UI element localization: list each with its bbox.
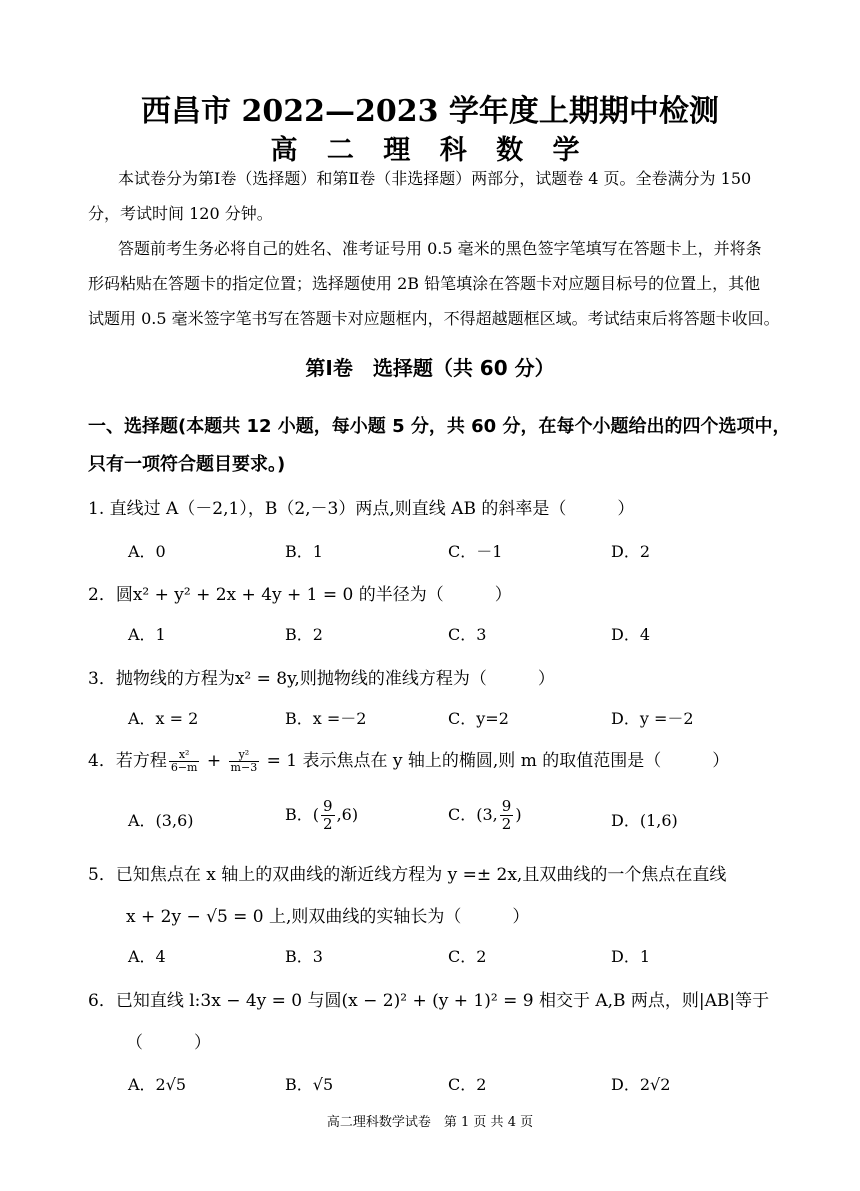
question-4-option-d: D．(1,6) bbox=[611, 811, 678, 830]
question-4-option-a: A．(3,6) bbox=[128, 811, 194, 830]
question-1-option-a: A．0 bbox=[128, 542, 166, 561]
question-4-option-c bbox=[448, 798, 522, 833]
question-6-stem-line-1: 6．已知直线 l:3x − 4y = 0 与圆(x − 2)² + (y + 1)² = 9 相交于 A,B 两点，则|AB|等于 bbox=[88, 991, 770, 1011]
question-6-option-b: B．√5 bbox=[285, 1075, 334, 1094]
question-5-option-d: D．1 bbox=[611, 947, 651, 966]
question-6-option-d: D．2√2 bbox=[611, 1075, 671, 1094]
fraction-numerator: 9 bbox=[501, 797, 512, 815]
question-6-option-c: C．2 bbox=[448, 1075, 487, 1094]
question-2-option-d: D．4 bbox=[611, 625, 651, 644]
question-4-stem bbox=[88, 746, 729, 774]
fraction-numerator: y² bbox=[229, 749, 260, 762]
section-title: 第Ⅰ卷 选择题（共 60 分） bbox=[305, 356, 555, 380]
question-4-fraction-y bbox=[229, 749, 260, 774]
fraction-numerator: 9 bbox=[323, 797, 333, 815]
question-3-option-b: B．x =－2 bbox=[285, 709, 367, 728]
question-3-option-a: A．x = 2 bbox=[128, 709, 199, 728]
question-5-option-b: B．3 bbox=[285, 947, 323, 966]
question-1-option-d: D．2 bbox=[611, 542, 651, 561]
exam-subtitle: 高 二 理 科 数 学 bbox=[270, 135, 590, 166]
question-5-stem-line-2: x + 2y − √5 = 0 上,则双曲线的实轴长为（ ） bbox=[126, 907, 530, 927]
part-one-instructions-line-2: 只有一项符合题目要求。) bbox=[88, 454, 286, 475]
fraction-numerator: x² bbox=[169, 749, 200, 762]
question-5-option-a: A．4 bbox=[128, 947, 166, 966]
question-4-option-b bbox=[285, 798, 358, 833]
page-footer: 高二理科数学试卷 第 1 页 共 4 页 bbox=[326, 1115, 534, 1130]
question-5-option-c: C．2 bbox=[448, 947, 487, 966]
fraction-denominator: 2 bbox=[323, 815, 333, 833]
fraction-denominator: 2 bbox=[501, 815, 512, 833]
question-3-option-c: C．y=2 bbox=[448, 709, 509, 728]
question-4-plus: + bbox=[201, 751, 227, 771]
part-one-instructions-line-1: 一、选择题(本题共 12 小题，每小题 5 分，共 60 分，在每个小题给出的四个选项中， bbox=[88, 416, 791, 437]
intro-paragraph-1-line-1: 本试卷分为第Ⅰ卷（选择题）和第Ⅱ卷（非选择题）两部分，试题卷 4 页。全卷满分为 150 bbox=[118, 169, 752, 188]
question-4-fraction-x bbox=[169, 749, 200, 774]
option-c-fraction bbox=[500, 798, 514, 833]
option-b-suffix: ,6) bbox=[336, 805, 359, 824]
question-4-stem-prefix: 4．若方程 bbox=[88, 751, 167, 771]
option-b-fraction bbox=[321, 798, 335, 833]
question-3-option-d: D．y =－2 bbox=[611, 709, 694, 728]
question-2-option-a: A．1 bbox=[128, 625, 166, 644]
option-c-prefix: C．(3, bbox=[448, 805, 498, 824]
question-2-stem: 2．圆x² + y² + 2x + 4y + 1 = 0 的半径为（ ） bbox=[88, 585, 512, 605]
intro-paragraph-2-line-1: 答题前考生务必将自己的姓名、准考证号用 0.5 毫米的黑色签字笔填写在答题卡上，并将条 bbox=[118, 239, 762, 258]
intro-paragraph-2-line-3: 试题用 0.5 毫米签字笔书写在答题卡对应题框内，不得超越题框区域。考试结束后将答题卡收回。 bbox=[88, 309, 780, 328]
question-3-stem: 3．抛物线的方程为x² = 8y,则抛物线的准线方程为（ ） bbox=[88, 669, 555, 689]
question-1-option-c: C．－1 bbox=[448, 542, 503, 561]
question-6-option-a: A．2√5 bbox=[128, 1075, 187, 1094]
question-5-stem-line-1: 5．已知焦点在 x 轴上的双曲线的渐近线方程为 y =± 2x,且双曲线的一个焦点在直线 bbox=[88, 865, 727, 885]
fraction-denominator: 6−m bbox=[170, 761, 198, 774]
option-c-suffix: ) bbox=[515, 805, 522, 824]
intro-paragraph-1-line-2: 分，考试时间 120 分钟。 bbox=[88, 204, 273, 223]
question-2-option-b: B．2 bbox=[285, 625, 323, 644]
option-b-prefix: B．( bbox=[285, 805, 320, 824]
question-6-stem-line-2: （ ） bbox=[126, 1033, 211, 1053]
fraction-denominator: m−3 bbox=[230, 761, 258, 774]
exam-title: 西昌市 2022—2023 学年度上期期中检测 bbox=[141, 94, 719, 129]
intro-paragraph-2-line-2: 形码粘贴在答题卡的指定位置；选择题使用 2B 铅笔填涂在答题卡对应题目标号的位置上，其他 bbox=[88, 274, 761, 293]
question-1-option-b: B．1 bbox=[285, 542, 323, 561]
question-4-stem-suffix: = 1 表示焦点在 y 轴上的椭圆,则 m 的取值范围是（ ） bbox=[261, 751, 730, 771]
question-1-stem: 1. 直线过 A（－2,1），B（2,－3）两点,则直线 AB 的斜率是（ ） bbox=[88, 499, 635, 519]
question-2-option-c: C．3 bbox=[448, 625, 487, 644]
